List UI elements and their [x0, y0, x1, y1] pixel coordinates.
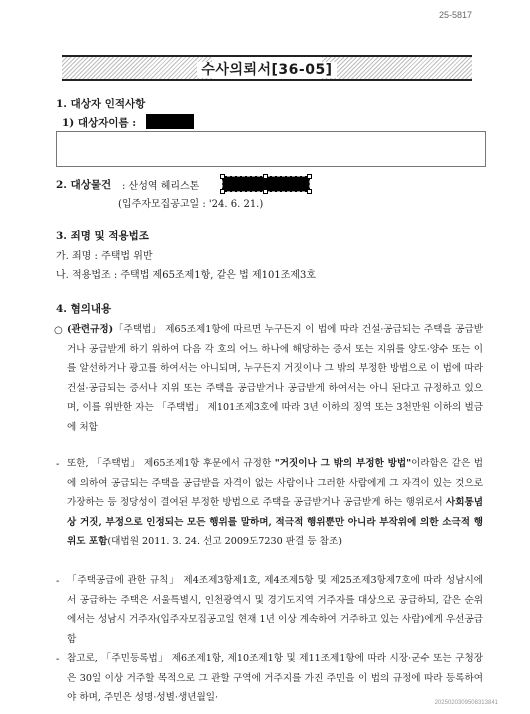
- subject-info-field[interactable]: [56, 131, 486, 167]
- text-segment: 또한, 「주택법」 제65조제1항 후문에서 규정한: [67, 458, 275, 469]
- document-title-text: 수사의뢰서[36-05]: [197, 62, 336, 78]
- document-title: [62, 59, 472, 79]
- text-segment: 「주택법」 제65조제1항에 따르면 누구든지 이 법에 따라 건설·공급되는 주택을 공급받거나 공급받게 하기 위하여 다음 각 호의 어느 하나에 해당하는 증서 또는 지위를 양도·양수 또는 이를 알선하거나 광고를 하여서는 아니되며, 누구든지 거짓이나 그 밖의 부정한 방법으로 이 법에 따라 건설·공급되는 증서나 지위 또는 주택을 공급받거나 공급받게 하여서는 아니 된다고 규정하고 있으며, 이를 위반한 자는 「주택법」 제101조제3호에 따라 3년 이하의 징역 또는 3천만원 이하의 벌금에 처함: [67, 324, 483, 433]
- item-bullet: -: [56, 459, 60, 470]
- document-number: 25-5817: [438, 10, 472, 20]
- resize-handle-bl[interactable]: [220, 189, 225, 194]
- resize-handle-tl[interactable]: [220, 174, 225, 179]
- redacted-address[interactable]: [222, 176, 310, 192]
- section1-heading: 1. 대상자 인적사항: [56, 98, 146, 110]
- scan-stamp: 2025020309508313841: [434, 700, 498, 706]
- resize-handle-br[interactable]: [307, 189, 312, 194]
- section2-value: : 산성역 헤리스톤: [122, 181, 200, 192]
- paragraph-related-provisions: [67, 320, 483, 438]
- section3-heading: 3. 죄명 및 적용법조: [56, 230, 149, 242]
- paragraph-fraud-definition: [67, 454, 483, 552]
- charge-line: 가. 죄명 : 주택법 위반: [56, 251, 153, 262]
- title-bar: [62, 55, 472, 81]
- text-segment: 참고로, 「주민등록법」 제6조제1항, 제10조제1항 및 제11조제1항에 따라 시장·군수 또는 구청장은 30일 이상 거주할 목적으로 그 관할 구역에 거주지를 가진 주민을 이 법의 규정에 따라 등록하여야 하며, 주민은 성명·성별·생년월일·: [67, 653, 483, 704]
- item-bullet: -: [56, 654, 60, 665]
- text-segment: (대법원 2011. 3. 24. 선고 2009도7230 판결 등 참조): [107, 536, 342, 548]
- statute-line: 나. 적용법조 : 주택법 제65조제1항, 같은 법 제101조제3호: [56, 270, 317, 281]
- section2-sub: (입주자모집공고일 : '24. 6. 21.): [118, 199, 264, 210]
- resize-handle-t[interactable]: [263, 174, 268, 179]
- paragraph-resident-registration: [67, 649, 483, 708]
- section4-heading: 4. 혐의내용: [56, 303, 112, 315]
- resize-handle-b[interactable]: [263, 189, 268, 194]
- redacted-name: [146, 114, 194, 129]
- paragraph-supply-rules: [67, 571, 483, 649]
- section2-heading: 2. 대상물건: [56, 179, 112, 191]
- item-bullet: ○: [54, 325, 63, 336]
- resize-handle-tr[interactable]: [307, 174, 312, 179]
- item-bullet: -: [56, 576, 60, 587]
- text-segment: 사회통념상 거짓, 부정으로 인정되는 모든 행위를 말하며, 적극적 행위뿐만 아니라 부작위에 의한 소극적 행위도 포함: [67, 497, 483, 548]
- text-segment: "거짓이나 그 밖의 부정한 방법": [274, 458, 412, 469]
- text-segment: 「주택공급에 관한 규칙」 제4조제3항제1호, 제4조제5항 및 제25조제3항제7호에 따라 성남시에서 공급하는 주택은 서울특별시, 인천광역시 및 경기도지역 거주자를 대상으로 공급하되, 같은 순위에서는 성남시 거주자(입주자모집공고일 현재 1년 이상 계속하여 거주하고 있는 사람)에게 우선공급 함: [67, 575, 483, 645]
- text-segment: 이라함은 같은 법에 의하여 공급되는 주택을 공급받을 자격이 없는 사람이나 그러한 사람에게 그 자격이 있는 것으로 가장하는 등 정당성이 결여된 부정한 방법으로 주택을 공급받거나 공급받게 하는 행위로서: [67, 458, 483, 509]
- section1-subheading: 1) 대상자이름 :: [62, 117, 137, 129]
- text-segment: (관련규정): [67, 324, 114, 335]
